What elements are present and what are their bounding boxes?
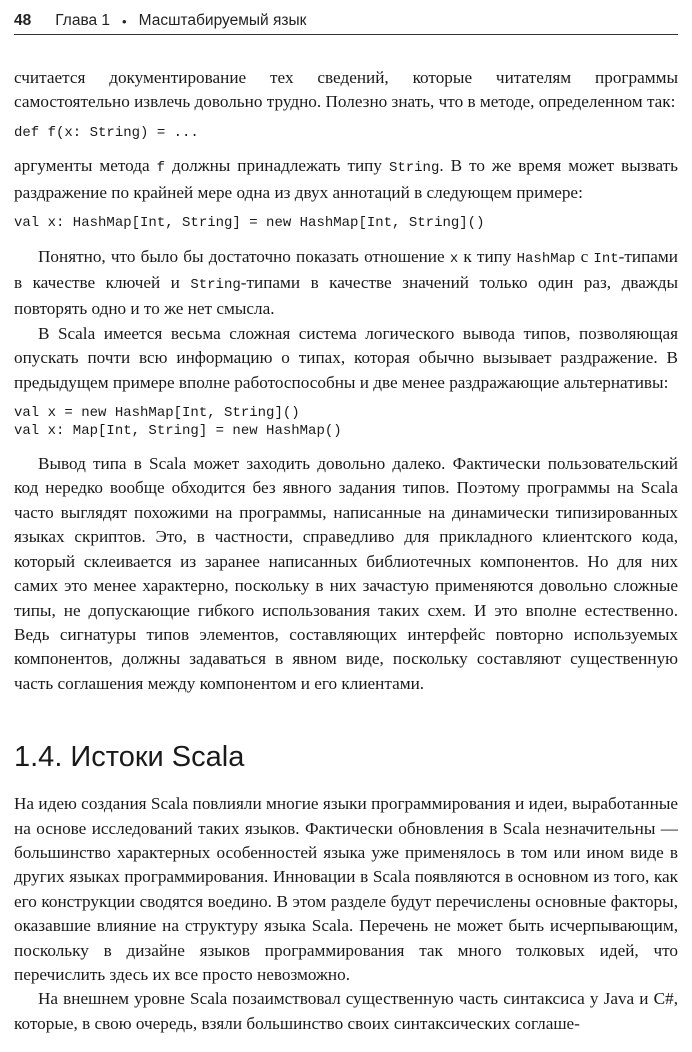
paragraph-4: В Scala имеется весьма сложная система логического вывода типов, позволяющая опускать почти всю информацию о типах, которая обычно вызывает раздражение. В предыдущем примере вполне работоспособны и две менее раздражающие альтернативы:	[14, 323, 678, 392]
chapter-title: Масштабируемый язык	[138, 12, 307, 29]
paragraph-1: считается документирование тех сведений, которые читателям программы самостоятельно извлечь довольно трудно. Полезно знать, что в методе, определенном так:	[14, 68, 678, 112]
page-body	[14, 66, 678, 1036]
paragraph-2-text-c: . В то же время может вызвать раздражение по крайней мере одна из двух аннотаций в следующем примере:	[14, 156, 678, 202]
paragraph-3	[14, 245, 678, 322]
paragraph-3-text-b: к типу	[458, 246, 517, 266]
paragraph-6: На идею создания Scala повлияли многие языки программирования и идеи, выработанные на основе исследований таких языков. Фактически обновления в Scala незначительны — большинство характерных особенностей языка уже применялось в том или ином виде в других языках программирования. Инновации в Scala появляются в основном из того, как его конструкции сводятся воедино. В этом разделе будут перечислены основные факторы, оказавшие влияние на структуру языка Scala. Перечень не может быть исчерпывающим, поскольку в дизайне языков программирования так много толковых идей, что перечислить здесь их все просто невозможно.	[14, 794, 678, 984]
paragraph-2-text-a: аргументы метода	[14, 156, 157, 176]
paragraph-3-text-d: -типами в качестве ключей и	[14, 246, 678, 293]
code-block-2: val x: HashMap[Int, String] = new HashMap[Int, String]()	[14, 215, 485, 232]
paragraph-2	[14, 154, 678, 205]
paragraph-3-text-c: с	[575, 246, 594, 266]
chapter-label: Глава 1	[55, 12, 111, 29]
code-block-3: val x = new HashMap[Int, String]() val x: Map[Int, String] = new HashMap()	[14, 405, 342, 439]
section-heading: 1.4. Истоки Scala	[14, 741, 245, 774]
inline-code-hashmap: HashMap	[516, 250, 576, 267]
inline-code-int: Int	[593, 250, 619, 267]
paragraph-2-text-b: должны принадлежать типу	[165, 156, 389, 176]
inline-code-string-2: String	[190, 277, 241, 294]
inline-code-x: x	[449, 250, 459, 267]
paragraph-3-text-e: -типами в качестве значений только один раз, дважды повторять одно и то же нет смысла.	[14, 273, 678, 319]
running-header	[14, 8, 678, 35]
page-number: 48	[14, 12, 32, 29]
inline-code-f: f	[156, 160, 166, 177]
paragraph-5: Вывод типа в Scala может заходить довольно далеко. Фактически пользовательский код нередко вообще обходится без явного задания типов. Поэтому программы на Scala часто выглядят похожими на программы, написанные на динамически типизированных языках скриптов. Это, в частности, справедливо для прикладного клиентского кода, который склеивается из заранее написанных библиотечных компонентов. Но для них самих это менее характерно, поскольку в них зачастую применяются довольно сложные типы, не допускающие гибкого использования таких схем. И это вполне естественно. Ведь сигнатуры типов элементов, составляющих интерфейс повторно используемых компонентов, должны задаваться в явном виде, поскольку составляют существенную часть соглашения между компонентом и его клиентами.	[14, 454, 678, 693]
code-block-1: def f(x: String) = ...	[14, 124, 199, 141]
paragraph-3-text-a: Понятно, что было бы достаточно показать отношение	[38, 246, 450, 266]
header-separator: •	[122, 13, 127, 29]
inline-code-string: String	[388, 160, 440, 177]
paragraph-7: На внешнем уровне Scala позаимствовал существенную часть синтаксиса у Java и C#, которые, в свою очередь, взяли большинство своих синтаксических соглаше-	[14, 989, 678, 1033]
